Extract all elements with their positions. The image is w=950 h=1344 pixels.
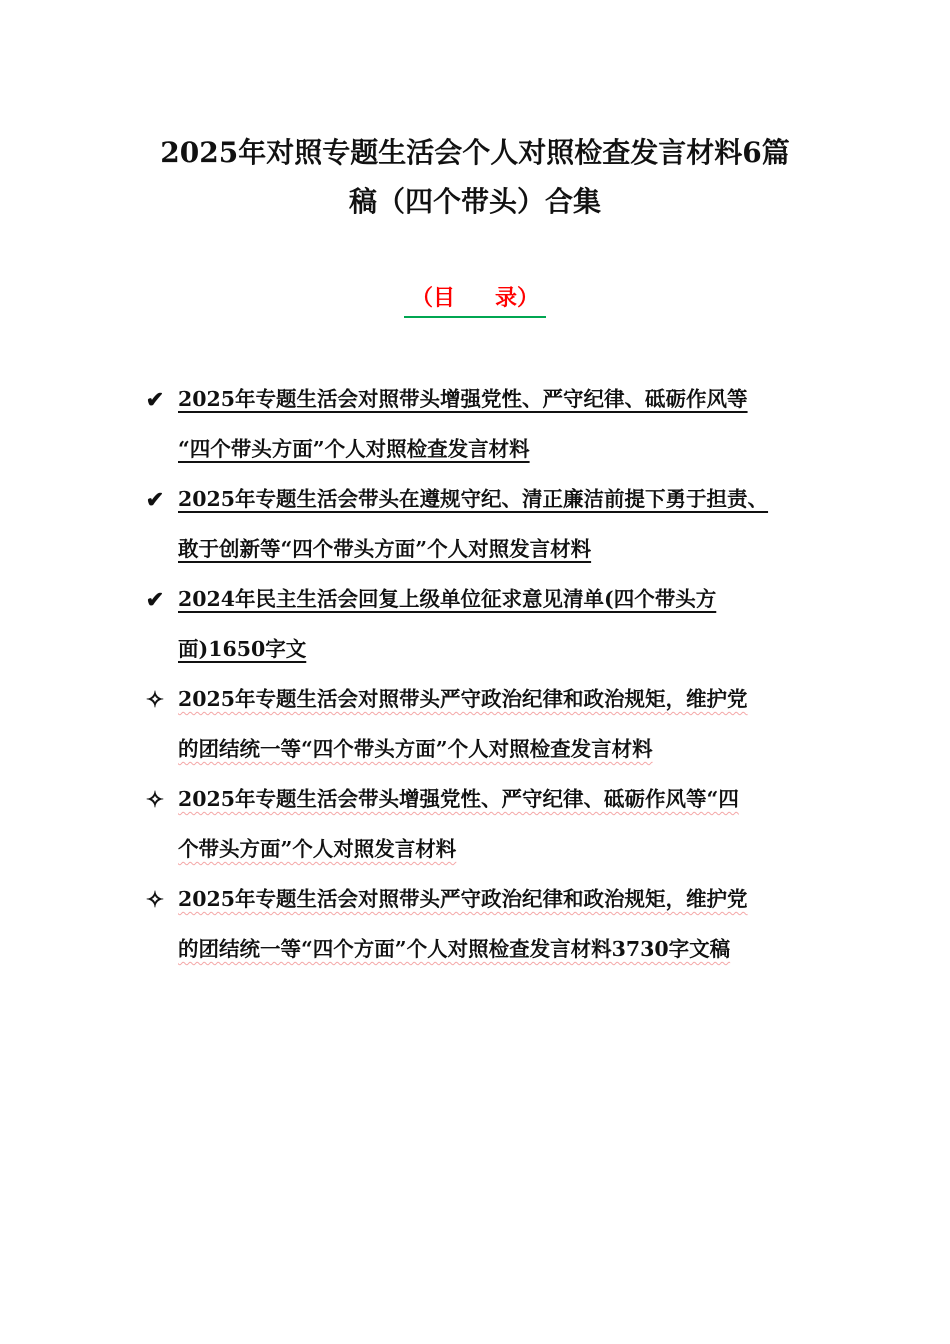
toc-item-4 [0,680,950,780]
toc-item-5-line-1: 2025年专题生活会带头增强党性、严守纪律、砥砺作风等“四 [178,787,739,811]
star-bullet-icon: ✧ [145,887,165,913]
toc-heading-close: 录） [495,285,540,311]
star-bullet-icon: ✧ [145,787,165,813]
checkmark-icon: ✔ [145,387,165,413]
toc-item-5-line-2: 个带头方面”个人对照发言材料 [178,837,457,861]
toc-item-1-line-1[interactable]: 2025年专题生活会对照带头增强党性、严守纪律、砥砺作风等 [178,387,748,411]
document-title-line-2: 稿（四个带头）合集 [348,185,601,218]
toc-item-2[interactable] [0,480,950,580]
toc-item-1[interactable] [0,380,950,480]
toc-item-6-line-2: 的团结统一等“四个方面”个人对照检查发言材料3730字文稿 [178,937,731,961]
toc-item-6 [0,880,950,980]
checkmark-icon: ✔ [145,587,165,613]
star-bullet-icon: ✧ [145,687,165,713]
checkmark-icon: ✔ [145,487,165,513]
toc-item-2-line-1[interactable]: 2025年专题生活会带头在遵规守纪、清正廉洁前提下勇于担责、 [178,487,769,511]
toc-item-6-line-1: 2025年专题生活会对照带头严守政治纪律和政治规矩，维护党 [178,887,748,911]
toc-item-5 [0,780,950,880]
toc-item-4-line-2: 的团结统一等“四个带头方面”个人对照检查发言材料 [178,737,653,761]
toc-item-2-line-2[interactable]: 敢于创新等“四个带头方面”个人对照发言材料 [178,537,592,561]
toc-item-3-line-1[interactable]: 2024年民主生活会回复上级单位征求意见清单(四个带头方 [178,587,717,611]
toc-item-3[interactable] [0,580,950,680]
toc-heading [404,282,546,318]
toc-item-4-line-1: 2025年专题生活会对照带头严守政治纪律和政治规矩，维护党 [178,687,748,711]
toc-item-1-line-2[interactable]: “四个带头方面”个人对照检查发言材料 [178,437,530,461]
toc-item-3-line-2[interactable]: 面)1650字文 [178,637,307,661]
toc-heading-open: （目 [410,285,455,311]
document-title-line-1: 2025年对照专题生活会个人对照检查发言材料6篇 [160,136,790,169]
